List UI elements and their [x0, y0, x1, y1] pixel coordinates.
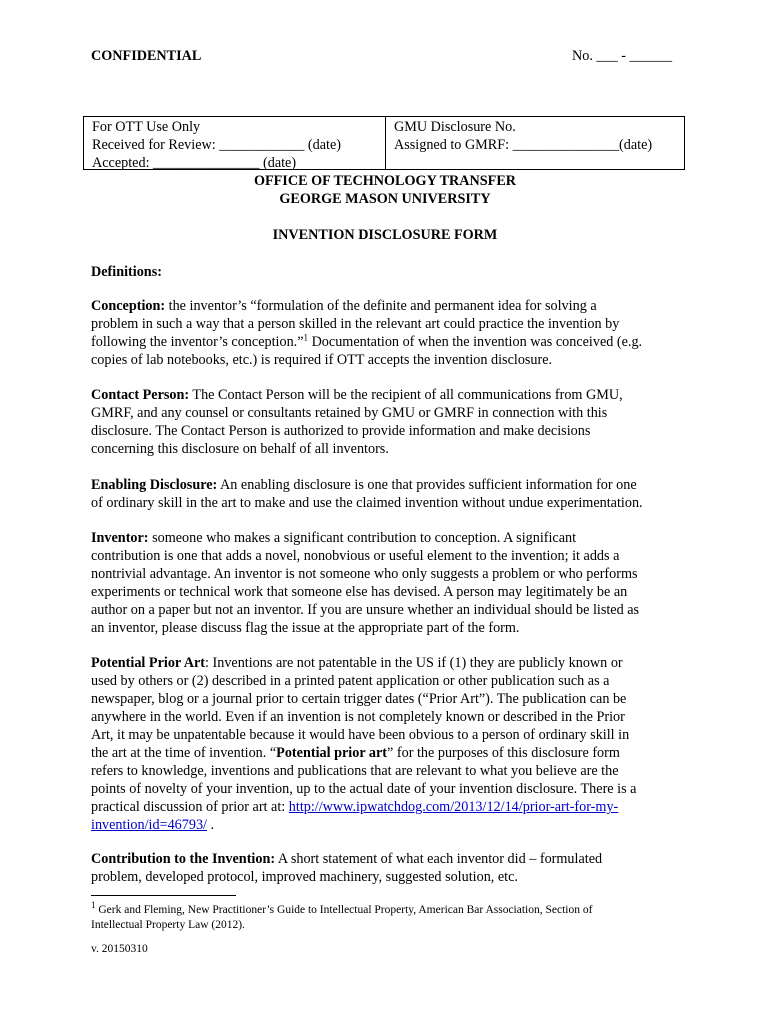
- definition-contact-person: [91, 386, 691, 458]
- text: nontrivial advantage. An inventor is not someone who only suggests a problem or who performs: [91, 566, 638, 582]
- text: An enabling disclosure is one that provides sufficient information for one: [217, 477, 637, 493]
- received-for-review-field: Received for Review: ____________ (date): [92, 137, 341, 153]
- text: the art at the time of invention. “: [91, 745, 277, 761]
- text: following the inventor’s conception.”: [91, 334, 304, 350]
- definition-contribution: [91, 850, 691, 886]
- disclosure-number: No. ___ - ______: [572, 48, 673, 64]
- confidential-label: CONFIDENTIAL: [91, 48, 202, 64]
- footnote-ref: 1: [303, 332, 309, 343]
- text: ” for the purposes of this disclosure form: [387, 745, 620, 761]
- office-title: OFFICE OF TECHNOLOGY TRANSFER: [253, 173, 517, 189]
- text: of ordinary skill in the art to make and use the claimed invention without undue experimentation.: [91, 495, 643, 511]
- prior-art-link[interactable]: http://www.ipwatchdog.com/2013/12/14/prior-art-for-my-: [288, 799, 619, 815]
- text: copies of lab notebooks, etc.) is required if OTT accepts the invention disclosure.: [91, 352, 553, 368]
- text: used by others or (2) described in a printed patent application or other publication such as a: [91, 673, 610, 689]
- text: Gerk and Fleming, New Practitioner’s Guide to Intellectual Property, American Bar Association, Section of: [95, 904, 593, 916]
- term-prior-art: [91, 655, 205, 671]
- ott-use-left-cell: [84, 117, 386, 169]
- text: Inventions are not patentable in the US if (1) they are publicly known or: [208, 655, 623, 671]
- text: the inventor’s “formulation of the definite and permanent idea for solving a: [165, 298, 597, 314]
- text: .: [206, 817, 215, 833]
- text: experiments or technical work that someone else has devised. A person may legitimately be an: [91, 584, 628, 600]
- term-contact-person: Contact Person:: [91, 387, 190, 403]
- text: problem in such a way that a person skilled in the relevant art could practice the invention by: [91, 316, 620, 332]
- text: Art, it may be unpatentable because it would have been obvious to a person of ordinary skill in: [91, 727, 630, 743]
- text: GMRF, and any counsel or consultants retained by GMU or GMRF in connection with this: [91, 405, 608, 421]
- text: contribution is one that adds a novel, nonobvious or useful element to the invention; it adds a: [91, 548, 620, 564]
- definition-conception: [91, 297, 691, 369]
- text: author on a paper but not an inventor. If you are unsure whether an individual should be listed as: [91, 602, 640, 618]
- definition-prior-art: [91, 654, 691, 834]
- text: A short statement of what each inventor did – formulated: [275, 851, 603, 867]
- text: problem, developed protocol, improved machinery, suggested solution, etc.: [91, 869, 518, 885]
- definition-inventor: [91, 529, 691, 637]
- prior-art-link-continued[interactable]: invention/id=46793/: [91, 817, 207, 833]
- gmu-disclosure-cell: [386, 117, 684, 169]
- text: Intellectual Property Law (2012).: [91, 919, 245, 931]
- text: disclosure. The Contact Person is authorized to provide information and make decisions: [91, 423, 591, 439]
- text: anywhere in the world. Even if an invention is not completely known or described in the Prior: [91, 709, 625, 725]
- text: concerning this disclosure on behalf of all inventors.: [91, 441, 389, 457]
- term-contribution: Contribution to the Invention:: [91, 851, 276, 867]
- ott-use-box: [83, 116, 685, 170]
- text: practical discussion of prior art at:: [91, 799, 289, 815]
- footnote-mark: 1: [91, 900, 96, 911]
- text: newspaper, blog or a journal prior to certain trigger dates (“Prior Art”). The publication can be: [91, 691, 627, 707]
- text: Potential Prior Art: [91, 655, 205, 671]
- version-label: v. 20150310: [91, 943, 148, 955]
- university-title: GEORGE MASON UNIVERSITY: [279, 191, 491, 207]
- term-conception: Conception:: [91, 298, 166, 314]
- definition-enabling-disclosure: [91, 476, 691, 512]
- accepted-field: Accepted: _______________ (date): [92, 155, 297, 171]
- footnote: [91, 900, 691, 933]
- text: :: [205, 655, 209, 671]
- definitions-heading: Definitions:: [91, 264, 162, 280]
- inline-term-potential-prior-art: Potential prior art: [276, 745, 388, 761]
- text: Documentation of when the invention was conceived (e.g.: [308, 334, 643, 350]
- form-title: INVENTION DISCLOSURE FORM: [272, 227, 498, 243]
- term-inventor: Inventor:: [91, 530, 149, 546]
- term-enabling-disclosure: Enabling Disclosure:: [91, 477, 218, 493]
- assigned-to-gmrf-field: Assigned to GMRF: _______________(date): [394, 137, 653, 153]
- footnote-divider: [91, 895, 236, 896]
- text: points of novelty of your invention, up to the actual date of your invention disclosure. There is a: [91, 781, 637, 797]
- ott-use-only-label: For OTT Use Only: [92, 119, 201, 135]
- text: The Contact Person will be the recipient of all communications from GMU,: [189, 387, 623, 403]
- text: an inventor, please discuss flag the issue at the appropriate part of the form.: [91, 620, 520, 636]
- text: someone who makes a significant contribution to conception. A significant: [148, 530, 577, 546]
- text: refers to knowledge, inventions and publications that are relevant to what you believe are the: [91, 763, 619, 779]
- gmu-disclosure-label: GMU Disclosure No.: [394, 119, 516, 135]
